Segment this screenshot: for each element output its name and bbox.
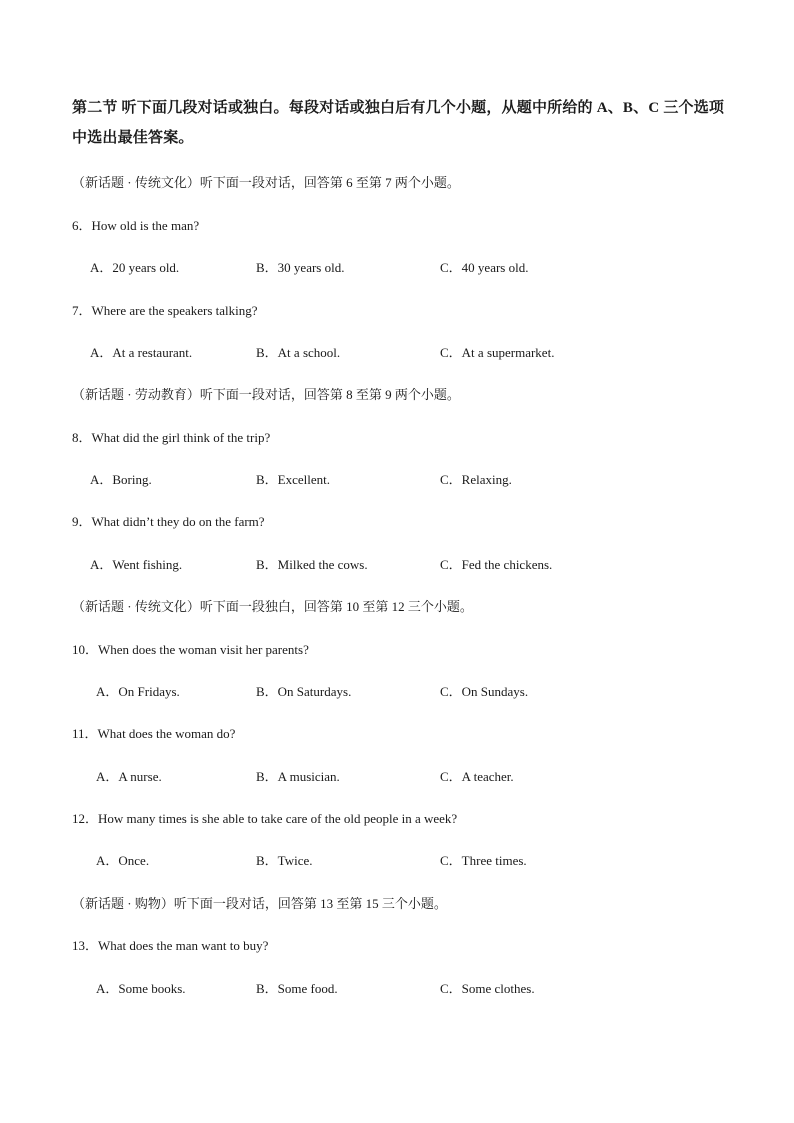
option-a: A．Once. xyxy=(96,853,150,868)
option-b: B．30 years old. xyxy=(256,260,345,275)
option-c: C．40 years old. xyxy=(440,260,529,275)
question xyxy=(72,937,268,955)
group-intro: （新话题 · 劳动教育）听下面一段对话，回答第 8 至第 9 两个小题。 xyxy=(72,387,460,402)
question-number: 6． xyxy=(72,218,92,233)
question xyxy=(72,302,258,320)
option-b: B．On Saturdays. xyxy=(256,684,352,699)
option-a: A．20 years old. xyxy=(90,260,180,275)
question-text: What didn’t they do on the farm? xyxy=(91,514,265,529)
option-c: C．A teacher. xyxy=(440,769,514,784)
option-c: C．On Sundays. xyxy=(440,684,529,699)
option-a: A．Went fishing. xyxy=(90,557,183,572)
option-c: C．Some clothes. xyxy=(440,981,535,996)
option-b: B．Milked the cows. xyxy=(256,557,368,572)
question-text: What does the woman do? xyxy=(97,726,236,741)
option-c: C．Three times. xyxy=(440,853,527,868)
option-b: B．At a school. xyxy=(256,345,341,360)
group-intro: （新话题 · 传统文化）听下面一段独白，回答第 10 至第 12 三个小题。 xyxy=(72,599,473,614)
option-c: C．At a supermarket. xyxy=(440,345,555,360)
option-a: A．Boring. xyxy=(90,472,152,487)
question xyxy=(72,810,457,828)
option-c: C．Fed the chickens. xyxy=(440,557,553,572)
question-number: 13． xyxy=(72,938,99,953)
option-a: A．A nurse. xyxy=(96,769,162,784)
group-intro: （新话题 · 购物）听下面一段对话，回答第 13 至第 15 三个小题。 xyxy=(72,896,447,911)
question-text: How many times is she able to take care of the old people in a week? xyxy=(98,811,458,826)
question-number: 7． xyxy=(72,303,92,318)
question-text: How old is the man? xyxy=(91,218,200,233)
question-text: Where are the speakers talking? xyxy=(91,303,258,318)
question-number: 8． xyxy=(72,430,92,445)
question-number: 11． xyxy=(72,726,98,741)
option-b: B．Twice. xyxy=(256,853,313,868)
option-a: A．Some books. xyxy=(96,981,186,996)
question xyxy=(72,725,235,743)
option-b: B．Some food. xyxy=(256,981,338,996)
option-c: C．Relaxing. xyxy=(440,472,512,487)
option-a: A．On Fridays. xyxy=(96,684,180,699)
question-number: 12． xyxy=(72,811,99,826)
question xyxy=(72,217,199,235)
section-heading: 第二节 听下面几段对话或独白。每段对话或独白后有几个小题，从题中所给的 A、B、C 三个选项中选出最佳答案。 xyxy=(72,100,725,146)
question-number: 9． xyxy=(72,514,92,529)
option-a: A．At a restaurant. xyxy=(90,345,193,360)
question xyxy=(72,641,309,659)
option-b: B．A musician. xyxy=(256,769,340,784)
question-text: What does the man want to buy? xyxy=(98,938,269,953)
question-text: What did the girl think of the trip? xyxy=(91,430,271,445)
question-text: When does the woman visit her parents? xyxy=(98,642,309,657)
question xyxy=(72,429,270,447)
group-intro: （新话题 · 传统文化）听下面一段对话，回答第 6 至第 7 两个小题。 xyxy=(72,175,460,190)
question xyxy=(72,513,265,531)
option-b: B．Excellent. xyxy=(256,472,331,487)
question-number: 10． xyxy=(72,642,99,657)
